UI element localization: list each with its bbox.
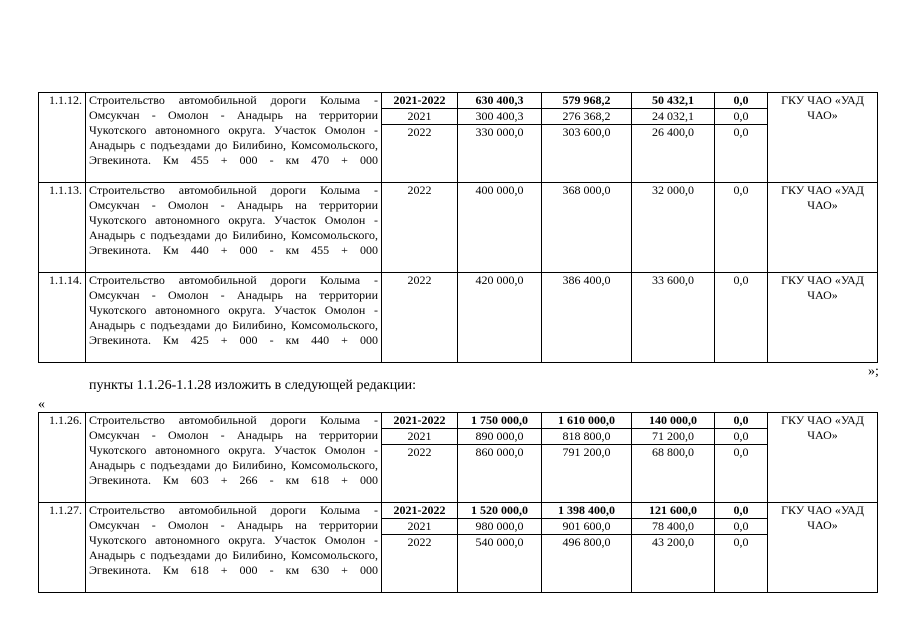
- c4-cell: [715, 183, 768, 273]
- years-cell: [382, 503, 458, 593]
- c3-value: 32 000,0: [652, 183, 694, 197]
- value-line: [382, 445, 457, 461]
- value-line: [458, 429, 541, 445]
- item-number: 1.1.26.: [39, 413, 86, 503]
- value-line: [632, 535, 714, 551]
- year-value: 2022: [407, 535, 432, 549]
- c4-value: 0,0: [715, 93, 767, 109]
- paragraph-text: пункты 1.1.26-1.1.28 изложить в следующей редакции:: [89, 378, 417, 393]
- value-line: [458, 273, 541, 288]
- c3-value: 78 400,0: [632, 519, 714, 535]
- years-cell: [382, 413, 458, 503]
- value-line: [715, 519, 767, 535]
- c2-cell-lines: [542, 503, 631, 550]
- table-top: [38, 92, 878, 363]
- c2-value: 276 368,2: [542, 109, 631, 125]
- c2-value: 496 800,0: [562, 535, 611, 549]
- value-line: [632, 125, 714, 141]
- c4-value: 0,0: [715, 429, 767, 445]
- years-cell: [382, 93, 458, 183]
- years-cell-lines: [382, 413, 457, 460]
- value-line: [715, 183, 767, 198]
- c2-cell-lines: [542, 183, 631, 198]
- responsible-organization: ГКУ ЧАО «УАД ЧАО»: [768, 273, 878, 363]
- year-value: 2021: [382, 109, 457, 125]
- value-line: [542, 413, 631, 429]
- value-line: [542, 535, 631, 551]
- c3-value: 68 800,0: [652, 445, 694, 459]
- value-line: [632, 503, 714, 519]
- total-cell-lines: [458, 413, 541, 460]
- c4-value: 0,0: [733, 183, 749, 197]
- value-line: [382, 519, 457, 535]
- year-value: 2022: [407, 445, 432, 459]
- c3-value: 43 200,0: [652, 535, 694, 549]
- c4-value: 0,0: [715, 503, 767, 519]
- years-cell-lines: [382, 93, 457, 140]
- value-line: [458, 93, 541, 109]
- value-line: [632, 273, 714, 288]
- c2-value: 386 400,0: [562, 273, 611, 287]
- value-line: [715, 125, 767, 141]
- c2-cell-lines: [542, 413, 631, 460]
- c3-cell: [632, 183, 715, 273]
- value-line: [715, 503, 767, 519]
- c2-value: 303 600,0: [562, 125, 611, 139]
- total-value: 1 520 000,0: [458, 503, 541, 519]
- value-line: [542, 273, 631, 288]
- c2-value: 1 610 000,0: [542, 413, 631, 429]
- year-value: 2022: [407, 273, 432, 287]
- value-line: [458, 445, 541, 461]
- value-line: [715, 535, 767, 551]
- c3-cell-lines: [632, 93, 714, 140]
- c4-cell: [715, 273, 768, 363]
- value-line: [458, 125, 541, 141]
- total-cell-lines: [458, 93, 541, 140]
- c2-cell-lines: [542, 273, 631, 288]
- value-line: [632, 519, 714, 535]
- table-row: [39, 183, 878, 273]
- c2-value: 818 800,0: [542, 429, 631, 445]
- value-line: [542, 125, 631, 141]
- table-row: [39, 273, 878, 363]
- c3-cell: [632, 503, 715, 593]
- c3-value: 71 200,0: [632, 429, 714, 445]
- value-line: [458, 413, 541, 429]
- item-description: Строительство автомобильной дороги Колыма - Омсукчан - Омолон - Анадырь на территории Чукотского автономного округа. Участок Омолон - Анадырь с подъездами до Билибино, Комсомольского, Эгвекинота. Км 603 + 266 - км 618 + 000: [86, 413, 382, 503]
- value-line: [715, 109, 767, 125]
- years-cell: [382, 183, 458, 273]
- value-line: [632, 183, 714, 198]
- closing-quote: »;: [868, 364, 879, 379]
- years-cell: [382, 273, 458, 363]
- value-line: [382, 109, 457, 125]
- value-line: [458, 109, 541, 125]
- responsible-organization: ГКУ ЧАО «УАД ЧАО»: [768, 183, 878, 273]
- total-value: 420 000,0: [475, 273, 524, 287]
- item-description: Строительство автомобильной дороги Колыма - Омсукчан - Омолон - Анадырь на территории Чукотского автономного округа. Участок Омолон - Анадырь с подъездами до Билибино, Комсомольского, Эгвекинота. Км 440 + 000 - км 455 + 000: [86, 183, 382, 273]
- total-cell: [458, 273, 542, 363]
- c4-cell-lines: [715, 273, 767, 288]
- table-row: [39, 503, 878, 593]
- c3-cell: [632, 273, 715, 363]
- c3-value: 50 432,1: [632, 93, 714, 109]
- value-line: [542, 519, 631, 535]
- total-cell: [458, 183, 542, 273]
- value-line: [715, 445, 767, 461]
- value-line: [632, 445, 714, 461]
- c2-cell: [542, 93, 632, 183]
- years-cell-lines: [382, 273, 457, 288]
- value-line: [382, 183, 457, 198]
- year-value: 2021: [382, 519, 457, 535]
- value-line: [632, 93, 714, 109]
- c4-value: 0,0: [733, 273, 749, 287]
- c2-cell: [542, 273, 632, 363]
- value-line: [382, 429, 457, 445]
- total-value: 890 000,0: [458, 429, 541, 445]
- total-cell-lines: [458, 273, 541, 288]
- total-value: 630 400,3: [458, 93, 541, 109]
- c4-value: 0,0: [733, 535, 749, 549]
- item-number: 1.1.13.: [39, 183, 86, 273]
- value-line: [542, 183, 631, 198]
- c2-value: 901 600,0: [542, 519, 631, 535]
- year-value: 2021-2022: [382, 503, 457, 519]
- c2-value: 791 200,0: [562, 445, 611, 459]
- c2-value: 579 968,2: [542, 93, 631, 109]
- c3-value: 26 400,0: [652, 125, 694, 139]
- value-line: [542, 429, 631, 445]
- table-top-body: [39, 93, 878, 363]
- years-cell-lines: [382, 183, 457, 198]
- total-value: 300 400,3: [458, 109, 541, 125]
- c3-cell-lines: [632, 413, 714, 460]
- c4-cell: [715, 413, 768, 503]
- c2-cell: [542, 183, 632, 273]
- total-cell: [458, 413, 542, 503]
- value-line: [542, 503, 631, 519]
- total-value: 980 000,0: [458, 519, 541, 535]
- value-line: [382, 273, 457, 288]
- total-value: 1 750 000,0: [458, 413, 541, 429]
- item-description: Строительство автомобильной дороги Колыма - Омсукчан - Омолон - Анадырь на территории Чукотского автономного округа. Участок Омолон - Анадырь с подъездами до Билибино, Комсомольского, Эгвекинота. Км 455 + 000 - км 470 + 000: [86, 93, 382, 183]
- c4-cell: [715, 93, 768, 183]
- c3-cell-lines: [632, 503, 714, 550]
- total-cell: [458, 93, 542, 183]
- responsible-organization: ГКУ ЧАО «УАД ЧАО»: [768, 413, 878, 503]
- table-row: [39, 93, 878, 183]
- total-value: 400 000,0: [475, 183, 524, 197]
- value-line: [632, 429, 714, 445]
- item-description: Строительство автомобильной дороги Колыма - Омсукчан - Омолон - Анадырь на территории Чукотского автономного округа. Участок Омолон - Анадырь с подъездами до Билибино, Комсомольского, Эгвекинота. Км 618 + 000 - км 630 + 000: [86, 503, 382, 593]
- c4-value: 0,0: [733, 445, 749, 459]
- total-value: 540 000,0: [475, 535, 524, 549]
- total-cell-lines: [458, 503, 541, 550]
- c2-value: 368 000,0: [562, 183, 611, 197]
- c3-value: 33 600,0: [652, 273, 694, 287]
- total-cell: [458, 503, 542, 593]
- year-value: 2022: [407, 125, 432, 139]
- c4-value: 0,0: [715, 413, 767, 429]
- c4-cell-lines: [715, 93, 767, 140]
- value-line: [458, 535, 541, 551]
- c2-cell: [542, 413, 632, 503]
- value-line: [382, 535, 457, 551]
- c4-value: 0,0: [733, 125, 749, 139]
- value-line: [715, 413, 767, 429]
- c4-value: 0,0: [715, 109, 767, 125]
- c4-cell-lines: [715, 183, 767, 198]
- value-line: [632, 413, 714, 429]
- table-bottom-body: [39, 413, 878, 593]
- total-value: 860 000,0: [475, 445, 524, 459]
- year-value: 2021: [382, 429, 457, 445]
- value-line: [632, 109, 714, 125]
- value-line: [542, 93, 631, 109]
- responsible-organization: ГКУ ЧАО «УАД ЧАО»: [768, 503, 878, 593]
- value-line: [458, 519, 541, 535]
- years-cell-lines: [382, 503, 457, 550]
- c3-value: 24 032,1: [632, 109, 714, 125]
- opening-quote: «: [38, 397, 45, 412]
- value-line: [382, 413, 457, 429]
- value-line: [542, 109, 631, 125]
- total-value: 330 000,0: [475, 125, 524, 139]
- value-line: [542, 445, 631, 461]
- c3-cell-lines: [632, 183, 714, 198]
- value-line: [458, 503, 541, 519]
- c4-cell: [715, 503, 768, 593]
- c2-cell-lines: [542, 93, 631, 140]
- year-value: 2021-2022: [382, 93, 457, 109]
- total-cell-lines: [458, 183, 541, 198]
- responsible-organization: ГКУ ЧАО «УАД ЧАО»: [768, 93, 878, 183]
- c3-cell: [632, 93, 715, 183]
- value-line: [715, 93, 767, 109]
- c3-cell: [632, 413, 715, 503]
- c3-value: 121 600,0: [632, 503, 714, 519]
- c3-cell-lines: [632, 273, 714, 288]
- year-value: 2021-2022: [382, 413, 457, 429]
- table-bottom: [38, 412, 878, 593]
- value-line: [382, 125, 457, 141]
- c2-value: 1 398 400,0: [542, 503, 631, 519]
- c4-cell-lines: [715, 413, 767, 460]
- item-number: 1.1.14.: [39, 273, 86, 363]
- item-number: 1.1.12.: [39, 93, 86, 183]
- value-line: [382, 503, 457, 519]
- item-description: Строительство автомобильной дороги Колыма - Омсукчан - Омолон - Анадырь на территории Чукотского автономного округа. Участок Омолон - Анадырь с подъездами до Билибино, Комсомольского, Эгвекинота. Км 425 + 000 - км 440 + 000: [86, 273, 382, 363]
- value-line: [715, 429, 767, 445]
- c2-cell: [542, 503, 632, 593]
- table-row: [39, 413, 878, 503]
- value-line: [715, 273, 767, 288]
- item-number: 1.1.27.: [39, 503, 86, 593]
- c4-value: 0,0: [715, 519, 767, 535]
- value-line: [458, 183, 541, 198]
- value-line: [382, 93, 457, 109]
- year-value: 2022: [407, 183, 432, 197]
- c3-value: 140 000,0: [632, 413, 714, 429]
- c4-cell-lines: [715, 503, 767, 550]
